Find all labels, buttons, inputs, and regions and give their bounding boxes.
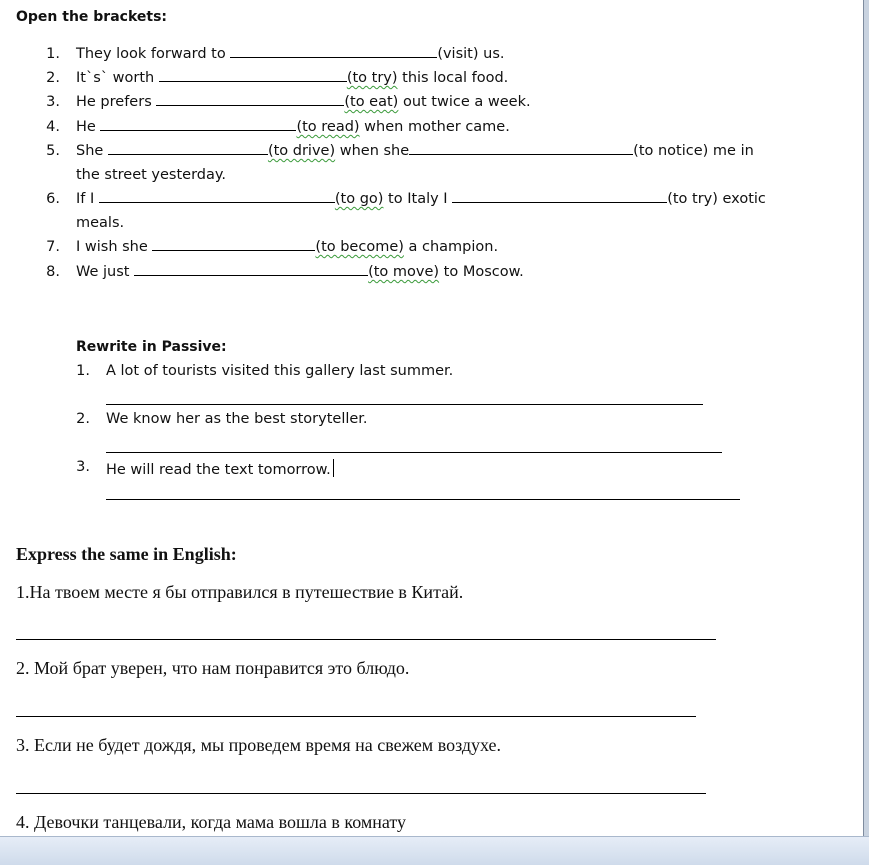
section-title-open-brackets: Open the brackets: (16, 9, 168, 25)
answer-blank[interactable] (230, 56, 437, 58)
passive-sentence: A lot of tourists visited this gallery last summer. (106, 363, 454, 379)
answer-blank[interactable] (134, 274, 368, 276)
verb-hint: (to notice) (633, 143, 709, 159)
verb-hint: (to eat) (344, 94, 399, 110)
verb-hint: (to drive) (267, 143, 336, 159)
verb-hint: (to move) (368, 264, 440, 280)
translation-sentence: 3. Если не будет дождя, мы проведем время на свежем воздухе. (16, 735, 502, 755)
passive-sentence: We know her as the best storyteller. (106, 411, 368, 427)
verb-hint: (to read) (296, 119, 360, 135)
answer-blank[interactable] (409, 153, 633, 155)
answer-line[interactable] (16, 716, 696, 717)
document-scroll-edge[interactable] (863, 0, 869, 836)
item-number: 1. (46, 46, 60, 62)
exercise-item: It`s` worth (to try) this local food. (76, 70, 509, 86)
exercise-item-continuation: meals. (76, 215, 125, 231)
item-number: 8. (46, 264, 60, 280)
translation-sentence: 4. Девочки танцевали, когда мама вошла в комнату (16, 812, 407, 832)
item-number: 3. (46, 94, 60, 110)
answer-blank[interactable] (452, 201, 667, 203)
exercise-item: They look forward to (visit) us. (76, 46, 505, 62)
answer-blank[interactable] (100, 129, 296, 131)
item-number: 2. (76, 411, 90, 427)
exercise-item: He prefers (to eat) out twice a week. (76, 94, 531, 110)
section-title-express-english: Express the same in English: (16, 544, 237, 564)
answer-blank[interactable] (159, 80, 347, 82)
exercise-item: She (to drive) when she (to notice) me in (76, 143, 754, 159)
answer-blank[interactable] (156, 104, 344, 106)
section-title-rewrite-passive: Rewrite in Passive: (76, 339, 227, 355)
item-number: 5. (46, 143, 60, 159)
verb-hint: (to go) (334, 191, 384, 207)
verb-hint: (visit) (437, 46, 479, 62)
answer-line[interactable] (106, 452, 722, 453)
item-number: 1. (76, 363, 90, 379)
exercise-item: We just (to move) to Moscow. (76, 264, 524, 280)
answer-blank[interactable] (108, 153, 268, 155)
exercise-item: I wish she (to become) a champion. (76, 239, 499, 255)
item-number: 6. (46, 191, 60, 207)
item-number: 2. (46, 70, 60, 86)
translation-sentence: 2. Мой брат уверен, что нам понравится это блюдо. (16, 658, 410, 678)
answer-line[interactable] (16, 639, 716, 640)
answer-blank[interactable] (152, 249, 315, 251)
answer-blank[interactable] (99, 201, 335, 203)
passive-sentence: He will read the text tomorrow. (106, 459, 334, 478)
answer-line[interactable] (106, 499, 740, 500)
exercise-item-continuation: the street yesterday. (76, 167, 227, 183)
item-number: 7. (46, 239, 60, 255)
answer-line[interactable] (16, 793, 706, 794)
exercise-item: He (to read) when mother came. (76, 119, 510, 135)
verb-hint: (to become) (315, 239, 404, 255)
verb-hint: (to try) (346, 70, 398, 86)
item-number: 4. (46, 119, 60, 135)
translation-sentence: 1.На твоем месте я бы отправился в путешествие в Китай. (16, 582, 464, 602)
taskbar (0, 836, 869, 865)
verb-hint: (to try) (667, 191, 718, 207)
text-cursor (333, 459, 334, 477)
item-number: 3. (76, 459, 90, 475)
exercise-item: If I (to go) to Italy I (to try) exotic (76, 191, 766, 207)
answer-line[interactable] (106, 404, 703, 405)
